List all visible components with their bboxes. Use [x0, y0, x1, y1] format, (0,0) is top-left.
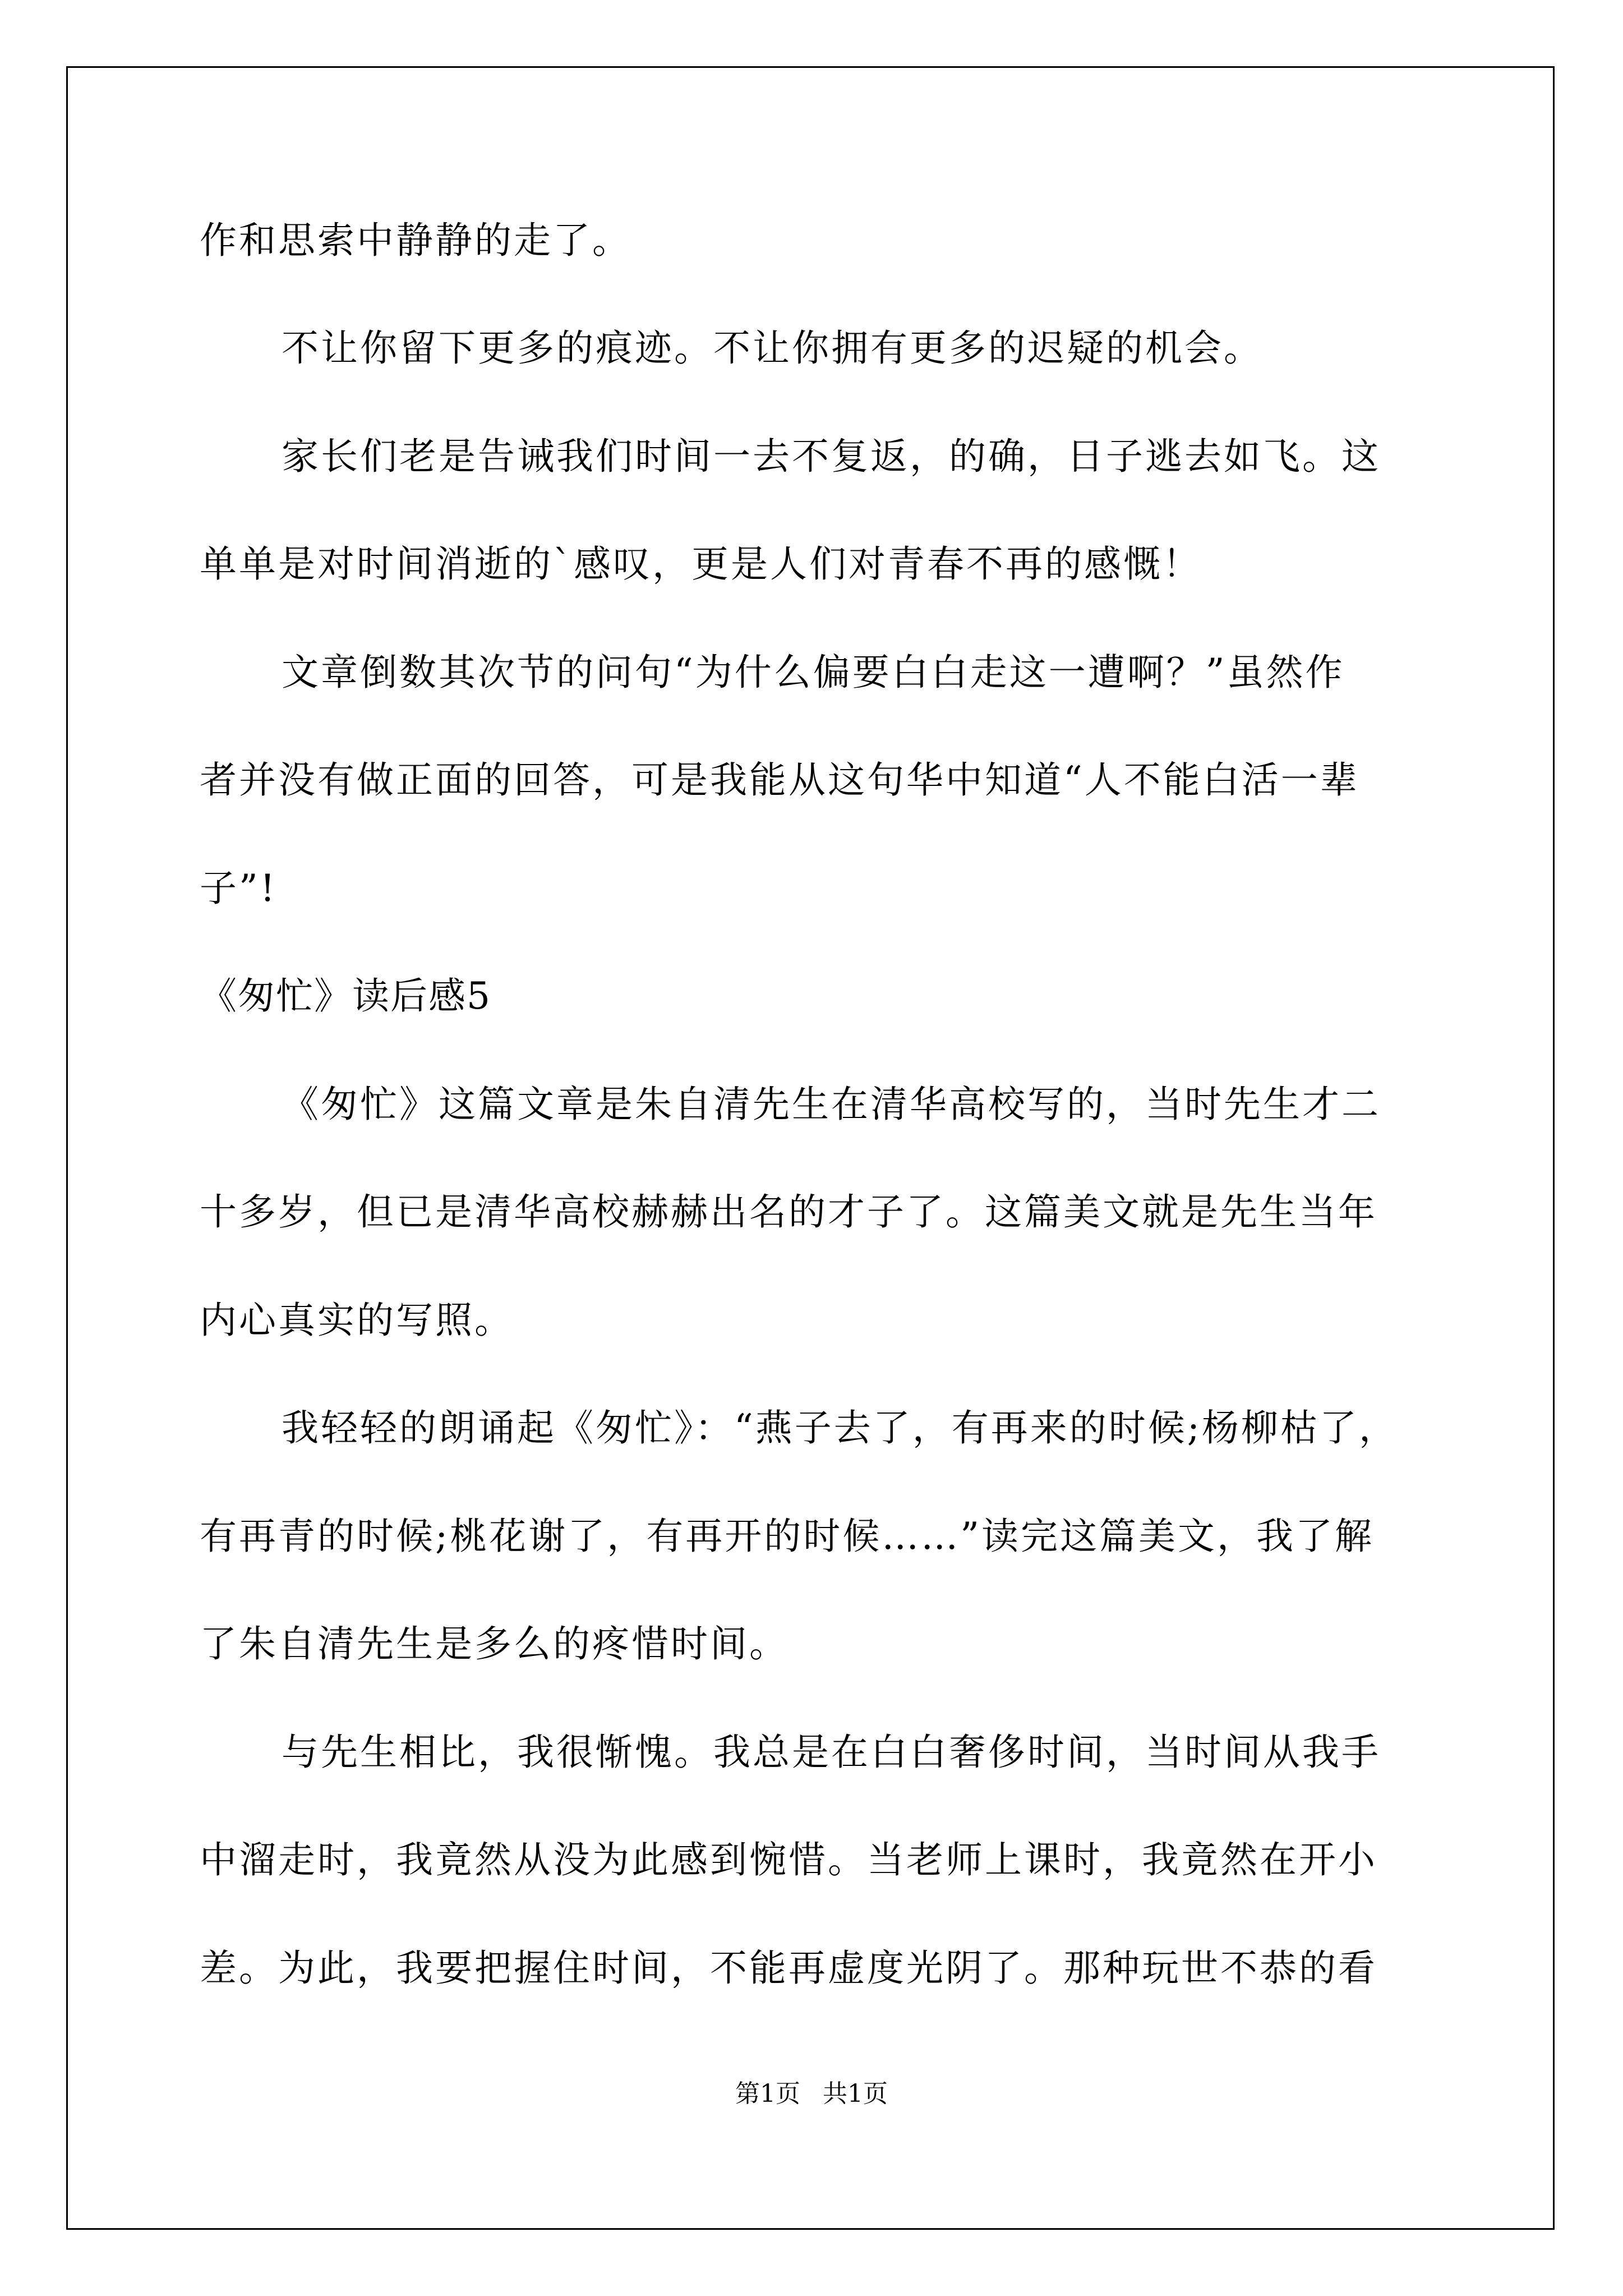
text-line: 单单是对时间消逝的`感叹，更是人们对青春不再的感慨！ — [200, 542, 1202, 586]
paragraph-start-line: 与先生相比，我很惭愧。我总是在白白奢侈时间，当时间从我手 — [282, 1731, 1381, 1774]
page-number-label: 第1页 — [735, 2079, 800, 2108]
text-line: 有再青的时候;桃花谢了，有再开的时候……”读完这篇美文，我了解 — [200, 1515, 1374, 1558]
text-line: 了朱自清先生是多么的疼惜时间。 — [200, 1622, 789, 1665]
text-line: 差。为此，我要把握住时间，不能再虚度光阴了。那种玩世不恭的看 — [200, 1947, 1377, 1990]
paragraph-start-line: 家长们老是告诫我们时间一去不复返，的确，日子逃去如飞。这 — [282, 435, 1381, 478]
text-line: 者并没有做正面的回答，可是我能从这句华中知道“人不能白活一辈 — [200, 758, 1359, 802]
paragraph-start-line: 《匆忙》这篇文章是朱自清先生在清华高校写的，当时先生才二 — [282, 1083, 1381, 1126]
text-line: 中溜走时，我竟然从没为此感到惋惜。当老师上课时，我竟然在开小 — [200, 1838, 1377, 1881]
text-line: 作和思索中静静的走了。 — [200, 219, 631, 262]
paragraph-start-line: 我轻轻的朗诵起《匆忙》：“燕子去了，有再来的时候;杨柳枯了， — [282, 1406, 1398, 1450]
section-heading: 《匆忙》读后感5 — [200, 974, 491, 1018]
paragraph-start-line: 不让你留下更多的痕迹。不让你拥有更多的迟疑的机会。 — [282, 326, 1263, 370]
page-border — [66, 66, 1555, 2230]
text-line: 内心真实的写照。 — [200, 1299, 514, 1342]
paragraph-start-line: 文章倒数其次节的问句“为什么偏要白白走这一遭啊？”虽然作 — [282, 651, 1345, 694]
total-pages-label: 共1页 — [823, 2079, 888, 2108]
text-line: 子”! — [200, 867, 278, 910]
page-footer — [0, 2078, 1623, 2110]
text-line: 十多岁，但已是清华高校赫赫出名的才子了。这篇美文就是先生当年 — [200, 1190, 1377, 1234]
